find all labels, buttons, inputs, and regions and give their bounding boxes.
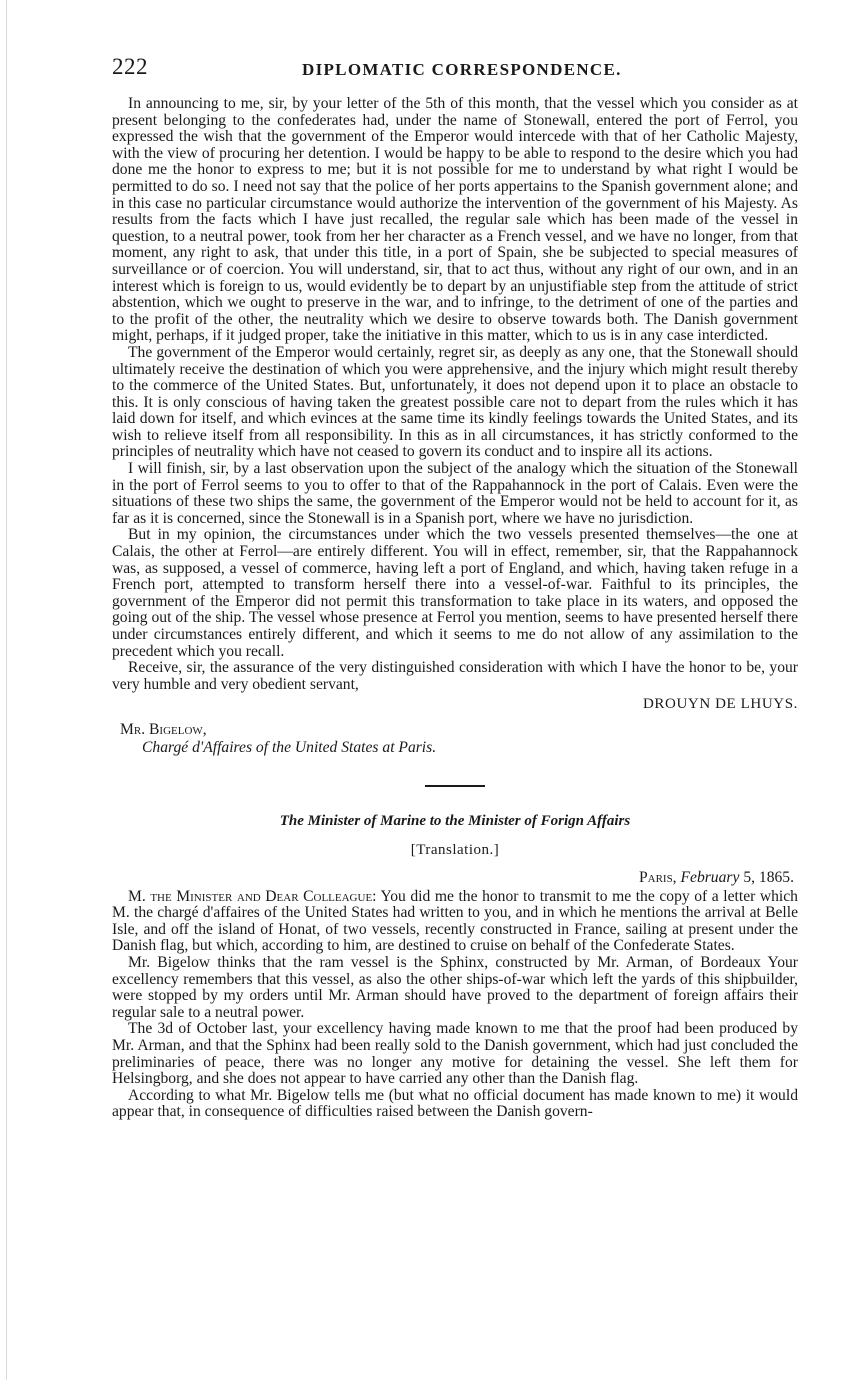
salutation: M. the Minister and Dear Colleague: bbox=[128, 887, 377, 905]
page-number: 222 bbox=[112, 54, 148, 79]
dateline-place: Paris, bbox=[638, 868, 677, 886]
letter2-paragraph-2: Mr. Bigelow thinks that the ram vessel is the Sphinx, constructed by Mr. Arman, of Bordeaux Your excellency remembers that this vessel, as also the other ships-of-war which left the yards of this shipbuilder, were stopped by my orders until Mr. Arman should have proved to the department of foreign affairs their regular sale to a neutral power. bbox=[112, 953, 798, 1021]
letter1-paragraph-1: In announcing to me, sir, by your letter of the 5th of this month, that the vessel which you consider as at present belonging to the confederates had, under the name of Stonewall, entered the port of Ferrol, you expressed the wish that the government of the Emperor would intercede with that of her Catholic Majesty, with the view of procuring her detention. I would be happy to be able to respond to the desire which you had done me the honor to express to me; but it is not possible for me to understand by what right I would be permitted to do so. I need not say that the police of her ports appertains to the Spanish government alone; and in this case no particular circumstance would authorize the intervention of the government of his Majesty. As results from the facts which I have just recalled, the regular sale which has been made of the vessel in question, to a neutral power, took from her her character as a French vessel, and we have no longer, from that moment, any right to ask, that under this title, in a port of Spain, she be subjected to special measures of surveillance or of coercion. You will understand, sir, that to act thus, without any right of our own, and in an interest which is foreign to us, would evidently be to depart by an unjustifiable step from the attitude of strict abstention, which we ought to preserve in the war, and to infringe, to the detriment of one of the parties and to the profit of the other, the neutrality which we desire to observe towards both. The Danish government might, perhaps, if it judged proper, take the initiative in this matter, which to us is in any case interdicted. bbox=[112, 95, 798, 345]
letter-drouyn-de-lhuys bbox=[112, 96, 798, 757]
letter2-paragraph-3: The 3d of October last, your excellency having made known to me that the proof had been produced by Mr. Arman, and that the Sphinx had been really sold to the Danish government, which had just concluded the preliminaries of peace, there was no longer any motive for detaining the vessel. She left them for Helsingborg, and she does not appear to have carried any other than the Danish flag. bbox=[112, 1020, 798, 1088]
letter1-paragraph-4: But in my opinion, the circumstances under which the two vessels presented themselves—the one at Calais, the other at Ferrol—are entirely different. You will in effect, remember, sir, that the Rappahannock was, as supposed, a vessel of commerce, having left a port of England, and which, having taken refuge in a French port, attempted to transform herself there into a vessel-of-war. Faithful to its principles, the government of the Emperor did not permit this transformation to take place in its waters, and opposed the going out of the ship. The vessel whose presence at Ferrol you mention, seems to have presented herself there under circumstances entirely different, and which it seems to me do not allow of any assimilation to the precedent which you recall. bbox=[112, 526, 798, 660]
letter-minister-of-marine bbox=[112, 813, 798, 1121]
page-header bbox=[112, 54, 812, 84]
letter1-paragraph-3: I will finish, sir, by a last observation upon the subject of the analogy which the situation of the Stonewall in the port of Ferrol seems to you to offer to that of the Rappahannock in the port of Calais. Even were the situations of these two ships the same, the government of the Emperor would not be held to account for it, as far as it is concerned, since the Stonewall is in a Spanish port, where we have no jurisdiction. bbox=[112, 460, 798, 527]
addressee bbox=[112, 721, 798, 757]
dateline-day-year: 5, 1865. bbox=[743, 868, 794, 886]
section-title: The Minister of Marine to the Minister of Forign Affairs bbox=[279, 813, 631, 830]
page-edge-rule bbox=[6, 0, 7, 1380]
letter2-paragraph-1-text: You did me the honor to transmit to me the copy of a letter which M. the chargé d'affaires of the United States had written to you, and in which he mentions the arrival at Belle Isle, and off the island of Honat, of two vessels, recently constructed in France, sailing at present under the Danish flag, but which, according to him, are destined to cruise on behalf of the Confederate States. bbox=[112, 887, 798, 955]
section-divider bbox=[425, 785, 485, 787]
letter1-closing: Receive, sir, the assurance of the very distinguished consideration with which I have the honor to be, your very humble and very obedient servant, bbox=[112, 659, 798, 693]
letter2-paragraph-4: According to what Mr. Bigelow tells me (but what no official document has made known to me) it would appear that, in consequence of difficulties raised between the Danish govern- bbox=[112, 1086, 798, 1121]
addressee-role: Chargé d'Affaires of the United States at Paris. bbox=[142, 739, 437, 757]
signature: DROUYN DE LHUYS. bbox=[642, 696, 798, 713]
letter1-paragraph-2: The government of the Emperor would certainly, regret sir, as deeply as any one, that the Stonewall should ultimately receive the destination of which you were apprehensive, and the injury which might result thereby to the commerce of the United States. But, unfortunately, it does not depend upon it to place an obstacle to this. It is only conscious of having taken the greatest possible care not to depart from the rules which it has laid down for itself, and which evinces at the same time its kindly feelings towards the United States, and its wish to relieve itself from all responsibility. In this as in all circumstances, it has strictly conformed to the principles of neutrality which have not ceased to govern its conduct and to inspire all its actions. bbox=[112, 343, 798, 461]
addressee-name: Mr. Bigelow, bbox=[120, 721, 207, 739]
page-body bbox=[112, 96, 798, 1121]
dateline-month: February bbox=[680, 868, 740, 886]
translation-note: [Translation.] bbox=[410, 841, 500, 858]
dateline bbox=[112, 869, 798, 887]
letter2-paragraph-1 bbox=[112, 889, 798, 955]
running-head: DIPLOMATIC CORRESPONDENCE. bbox=[302, 60, 622, 79]
